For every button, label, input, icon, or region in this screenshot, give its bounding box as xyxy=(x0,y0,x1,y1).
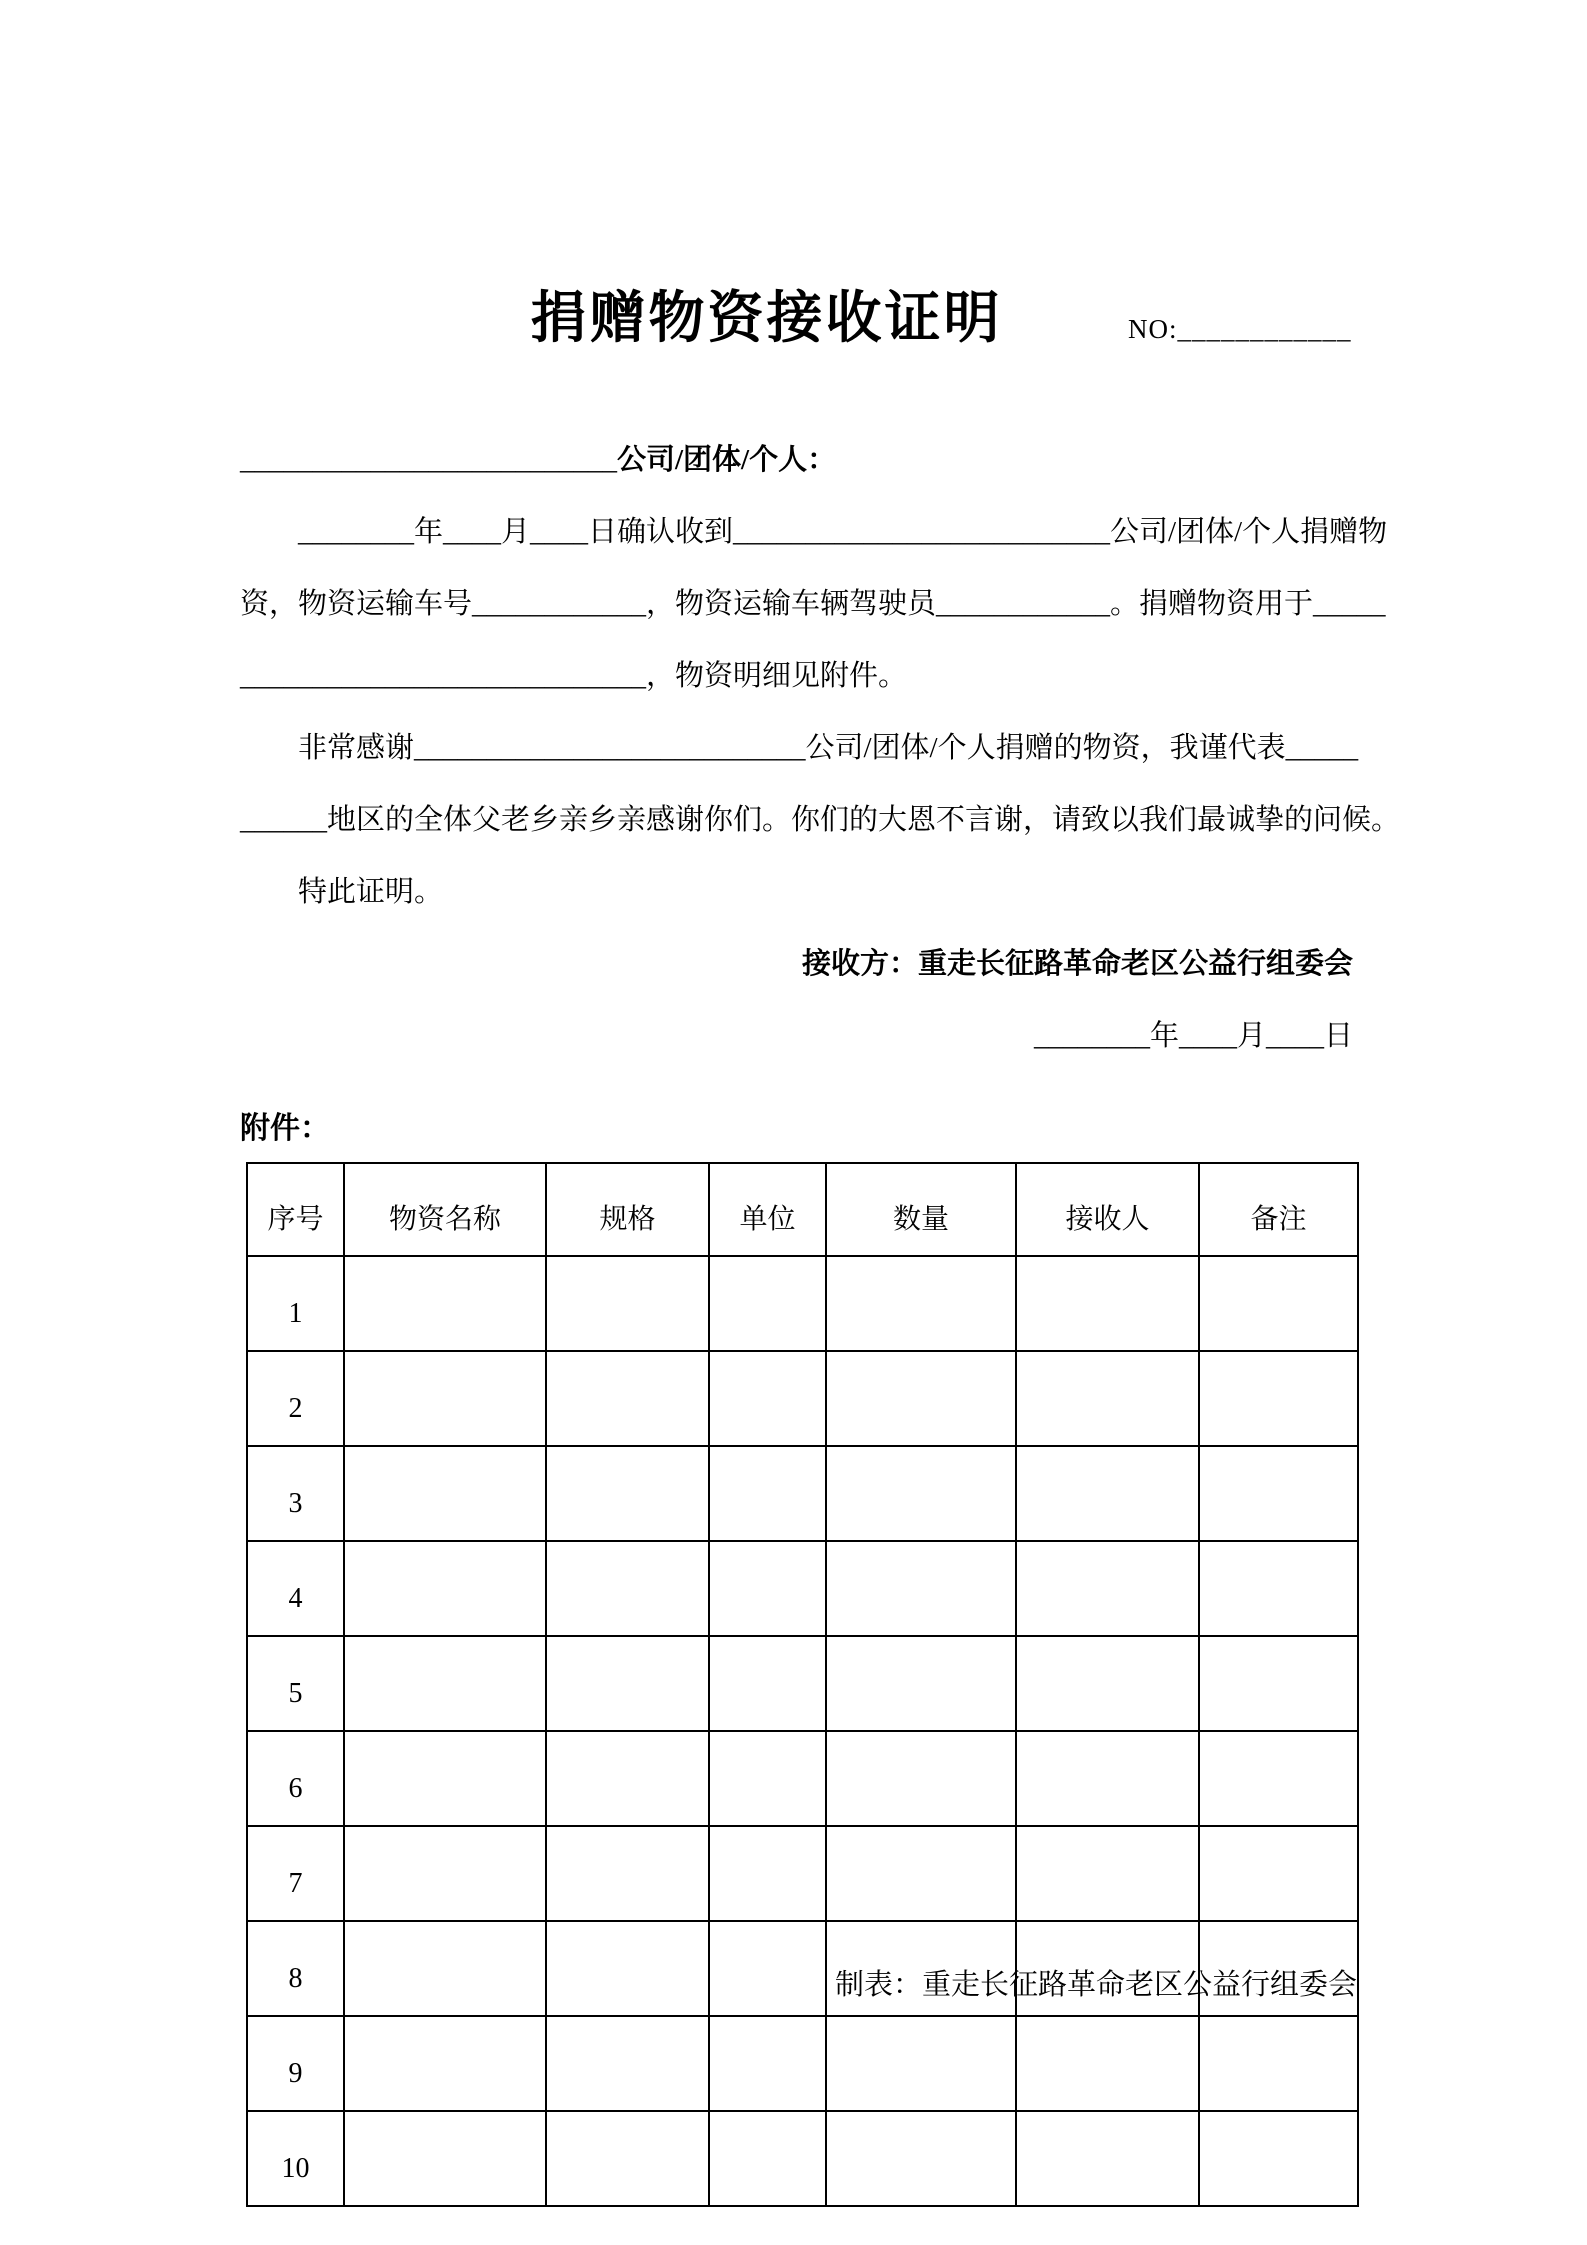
table-body xyxy=(247,1256,1358,2206)
table-row xyxy=(247,1636,1358,1731)
empty-data-cell xyxy=(546,1826,709,1921)
empty-data-cell xyxy=(1016,1351,1199,1446)
empty-data-cell xyxy=(1199,1636,1358,1731)
empty-data-cell xyxy=(344,1826,546,1921)
paragraph-receipt-line-3: ____________________________，物资明细见附件。 xyxy=(240,660,908,692)
empty-data-cell xyxy=(709,1826,826,1921)
paragraph-receipt-line-1: ________年____月____日确认收到__________________________公司/团体/个人捐赠物 xyxy=(298,516,1388,548)
empty-data-cell xyxy=(546,1731,709,1826)
row-number-cell: 7 xyxy=(247,1826,344,1921)
empty-data-cell xyxy=(1199,1826,1358,1921)
column-header: 单位 xyxy=(709,1163,826,1256)
addressee-label: 公司/团体/个人： xyxy=(617,444,837,476)
table-row xyxy=(247,1256,1358,1351)
empty-data-cell xyxy=(709,1731,826,1826)
paragraph-thanks-line-1: 非常感谢___________________________公司/团体/个人捐赠的物资，我谨代表_____ xyxy=(298,732,1359,764)
row-number-cell: 3 xyxy=(247,1446,344,1541)
column-header: 序号 xyxy=(247,1163,344,1256)
empty-data-cell xyxy=(826,1351,1016,1446)
paragraph-receipt-line-2: 资，物资运输车号____________，物资运输车辆驾驶员____________。捐赠物资用于_____ xyxy=(240,588,1386,620)
empty-data-cell xyxy=(709,1541,826,1636)
empty-data-cell xyxy=(826,1541,1016,1636)
row-number-cell: 2 xyxy=(247,1351,344,1446)
empty-data-cell xyxy=(826,2111,1016,2206)
signature-date-line: ________年____月____日 xyxy=(1033,1020,1353,1052)
empty-data-cell xyxy=(344,1731,546,1826)
empty-data-cell xyxy=(1016,2111,1199,2206)
row-number-cell: 4 xyxy=(247,1541,344,1636)
row-number-cell: 8 xyxy=(247,1921,344,2016)
row-number-cell: 1 xyxy=(247,1256,344,1351)
empty-data-cell xyxy=(1016,1636,1199,1731)
empty-data-cell xyxy=(344,1351,546,1446)
empty-data-cell xyxy=(1199,2111,1358,2206)
empty-data-cell xyxy=(1199,1446,1358,1541)
table-row xyxy=(247,1826,1358,1921)
empty-data-cell xyxy=(1199,1256,1358,1351)
empty-data-cell xyxy=(826,1636,1016,1731)
empty-data-cell xyxy=(344,1541,546,1636)
empty-data-cell xyxy=(344,2111,546,2206)
row-number-cell: 9 xyxy=(247,2016,344,2111)
column-header: 数量 xyxy=(826,1163,1016,1256)
empty-data-cell xyxy=(826,2016,1016,2111)
table-row xyxy=(247,1731,1358,1826)
page-title: 捐赠物资接收证明 xyxy=(530,286,1003,349)
empty-data-cell xyxy=(1016,1541,1199,1636)
column-header: 接收人 xyxy=(1016,1163,1199,1256)
empty-data-cell xyxy=(826,1256,1016,1351)
empty-data-cell xyxy=(826,1446,1016,1541)
column-header: 规格 xyxy=(546,1163,709,1256)
table-row xyxy=(247,2111,1358,2206)
empty-data-cell xyxy=(344,2016,546,2111)
row-number-cell: 10 xyxy=(247,2111,344,2206)
attachment-label: 附件： xyxy=(240,1112,330,1145)
prepared-by-footer: 制表：重走长征路革命老区公益行组委会 xyxy=(834,1969,1357,2001)
empty-data-cell xyxy=(1199,1731,1358,1826)
empty-data-cell xyxy=(344,1446,546,1541)
no-field xyxy=(1128,314,1352,345)
column-header: 物资名称 xyxy=(344,1163,546,1256)
empty-data-cell xyxy=(1016,1446,1199,1541)
empty-data-cell xyxy=(1016,1256,1199,1351)
empty-data-cell xyxy=(709,1446,826,1541)
empty-data-cell xyxy=(546,1256,709,1351)
empty-data-cell xyxy=(1199,2016,1358,2111)
row-number-cell: 6 xyxy=(247,1731,344,1826)
empty-data-cell xyxy=(709,1351,826,1446)
empty-data-cell xyxy=(546,1351,709,1446)
title-row xyxy=(0,278,1587,358)
certify-statement: 特此证明。 xyxy=(298,876,444,908)
empty-data-cell xyxy=(709,2016,826,2111)
table-row xyxy=(247,1351,1358,1446)
empty-data-cell xyxy=(709,1636,826,1731)
addressee-line xyxy=(240,424,1425,496)
empty-data-cell xyxy=(546,2111,709,2206)
table-row xyxy=(247,1541,1358,1636)
empty-data-cell xyxy=(1199,1541,1358,1636)
column-header: 备注 xyxy=(1199,1163,1358,1256)
empty-data-cell xyxy=(1016,1731,1199,1826)
empty-data-cell xyxy=(546,2016,709,2111)
attachment-table xyxy=(246,1162,1359,2207)
empty-data-cell xyxy=(1016,1826,1199,1921)
empty-data-cell xyxy=(546,1636,709,1731)
no-label: NO: xyxy=(1128,314,1178,344)
table-row xyxy=(247,2016,1358,2111)
empty-data-cell xyxy=(1199,1351,1358,1446)
empty-data-cell xyxy=(344,1636,546,1731)
row-number-cell: 5 xyxy=(247,1636,344,1731)
addressee-blank-line: __________________________ xyxy=(240,444,617,476)
empty-data-cell xyxy=(546,1541,709,1636)
empty-data-cell xyxy=(546,1446,709,1541)
empty-data-cell xyxy=(826,1731,1016,1826)
empty-data-cell xyxy=(826,1826,1016,1921)
empty-data-cell xyxy=(709,1256,826,1351)
table-row xyxy=(247,1446,1358,1541)
empty-data-cell xyxy=(344,1256,546,1351)
no-blank-line: ____________ xyxy=(1177,314,1352,344)
empty-data-cell xyxy=(1016,2016,1199,2111)
paragraph-thanks-line-2: ______地区的全体父老乡亲乡亲感谢你们。你们的大恩不言谢，请致以我们最诚挚的问候。 xyxy=(240,804,1401,836)
body-text xyxy=(240,424,1425,1072)
table-header-row xyxy=(247,1163,1358,1256)
empty-data-cell xyxy=(709,2111,826,2206)
receiver-signature: 接收方：重走长征路革命老区公益行组委会 xyxy=(801,948,1353,980)
